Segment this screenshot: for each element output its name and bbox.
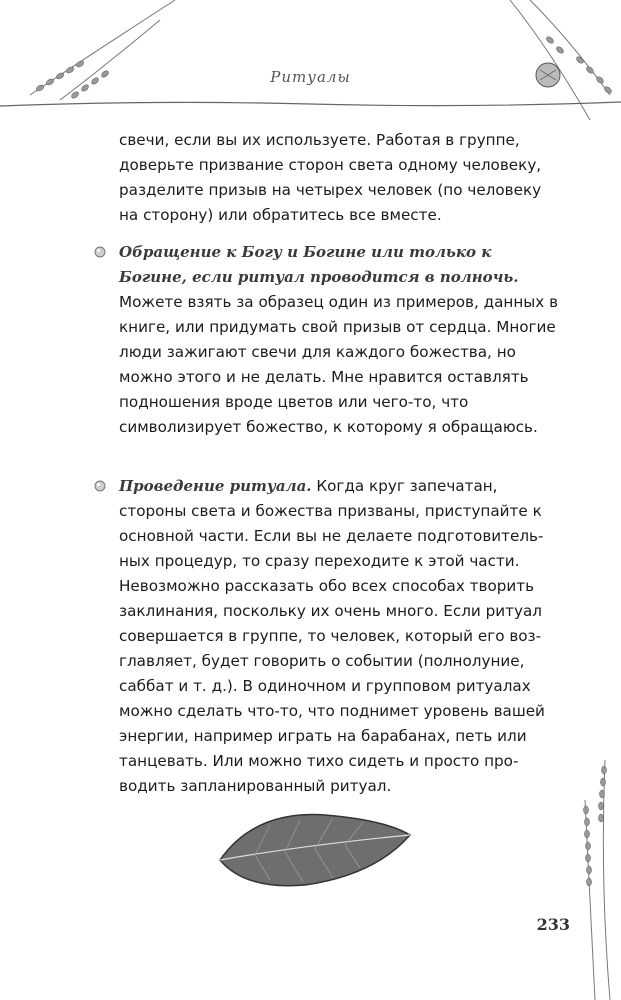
list-item-text: Когда круг запечатан, стороны света и божества призваны, приступайте к основной части. Если вы не делаете подготовительных процедур, то сразу переходите к этой части. Невозможно рассказать обо всех способах творить заклинания, поскольку их очень много. Если ритуал совершается в группе, то человек, который его возглавляет, будет говорить о событии (полнолуние, саббат и т. д.). В одиночном и групповом ритуалах можно сделать что-то, что поднимет уровень вашей энергии, например играть на барабанах, петь или танцевать. Или можно тихо сидеть и просто проводить запланированный ритуал. bbox=[119, 477, 545, 795]
bullet-dot-icon bbox=[93, 479, 107, 493]
header-rule bbox=[0, 96, 621, 110]
bullet-dot-icon bbox=[93, 245, 107, 259]
lavender-sprig-icon bbox=[570, 760, 621, 1000]
list-item-lead: Обращение к Богу и Богине или только к Богине, если ритуал проводится в полночь. bbox=[119, 243, 519, 286]
page-number: 233 bbox=[536, 915, 570, 934]
poppy-lavender-icon bbox=[470, 0, 621, 130]
running-header-title: Ритуалы bbox=[270, 68, 351, 86]
list-item-lead: Проведение ритуала. bbox=[119, 477, 312, 495]
list-item-text: Можете взять за образец один из примеров, данных в книге, или придумать свой призыв от сердца. Многие люди зажигают свечи для каждого божества, но можно этого и не делать. Мне нравится оставлять подношения вроде цветов или чего-то, что символизирует божество, к которому я обращаюсь. bbox=[119, 293, 559, 436]
list-item bbox=[119, 240, 559, 440]
leaf-illustration-icon bbox=[215, 800, 415, 895]
body-paragraph: свечи, если вы их используете. Работая в группе, доверьте призвание сторон света одному человеку, разделите призыв на четырех человек (по человеку на сторону) или обратитесь все вместе. bbox=[119, 131, 542, 224]
lavender-sprig-icon bbox=[20, 0, 180, 110]
list-item bbox=[119, 474, 559, 799]
